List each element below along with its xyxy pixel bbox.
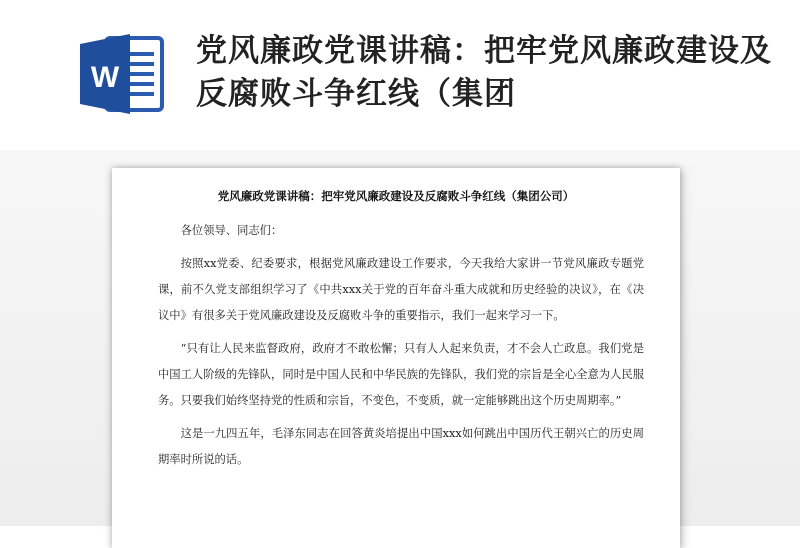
page-title: 党风廉政党课讲稿：把牢党风廉政建设及反腐败斗争红线（集团公司） xyxy=(217,189,575,203)
document-title-header: 党风廉政党课讲稿：把牢党风廉政建设及反腐败斗争红线（集团 xyxy=(196,33,772,112)
document-page xyxy=(112,168,680,548)
paragraph: “只有让人民来监督政府，政府才不敢松懈；只有人人起来负责，才不会人亡政息。我们党是中国工人阶级的先锋队，同时是中国人民和中华民族的先锋队，我们党的宗旨是全心全意为人民服务。只要我们始终坚持党的性质和宗旨，不变色，不变质，就一定能够跳出这个历史周期率。” xyxy=(158,342,644,407)
word-icon xyxy=(78,32,166,116)
svg-text:W: W xyxy=(90,61,120,94)
paragraph: 这是一九四五年，毛泽东同志在回答黄炎培提出中国xxx如何跳出中国历代王朝兴亡的历史周期率时所说的话。 xyxy=(158,427,644,466)
header xyxy=(0,0,800,150)
salutation: 各位领导、同志们： xyxy=(180,224,283,237)
document-body xyxy=(158,218,644,480)
paragraph: 按照xx党委、纪委要求，根据党风廉政建设工作要求，今天我给大家讲一节党风廉政专题党课，前不久党支部组织学习了《中共xxx关于党的百年奋斗重大成就和历史经验的决议》，在《决议中》有很多关于党风廉政建设及反腐败斗争的重要指示，我们一起来学习一下。 xyxy=(158,257,644,322)
